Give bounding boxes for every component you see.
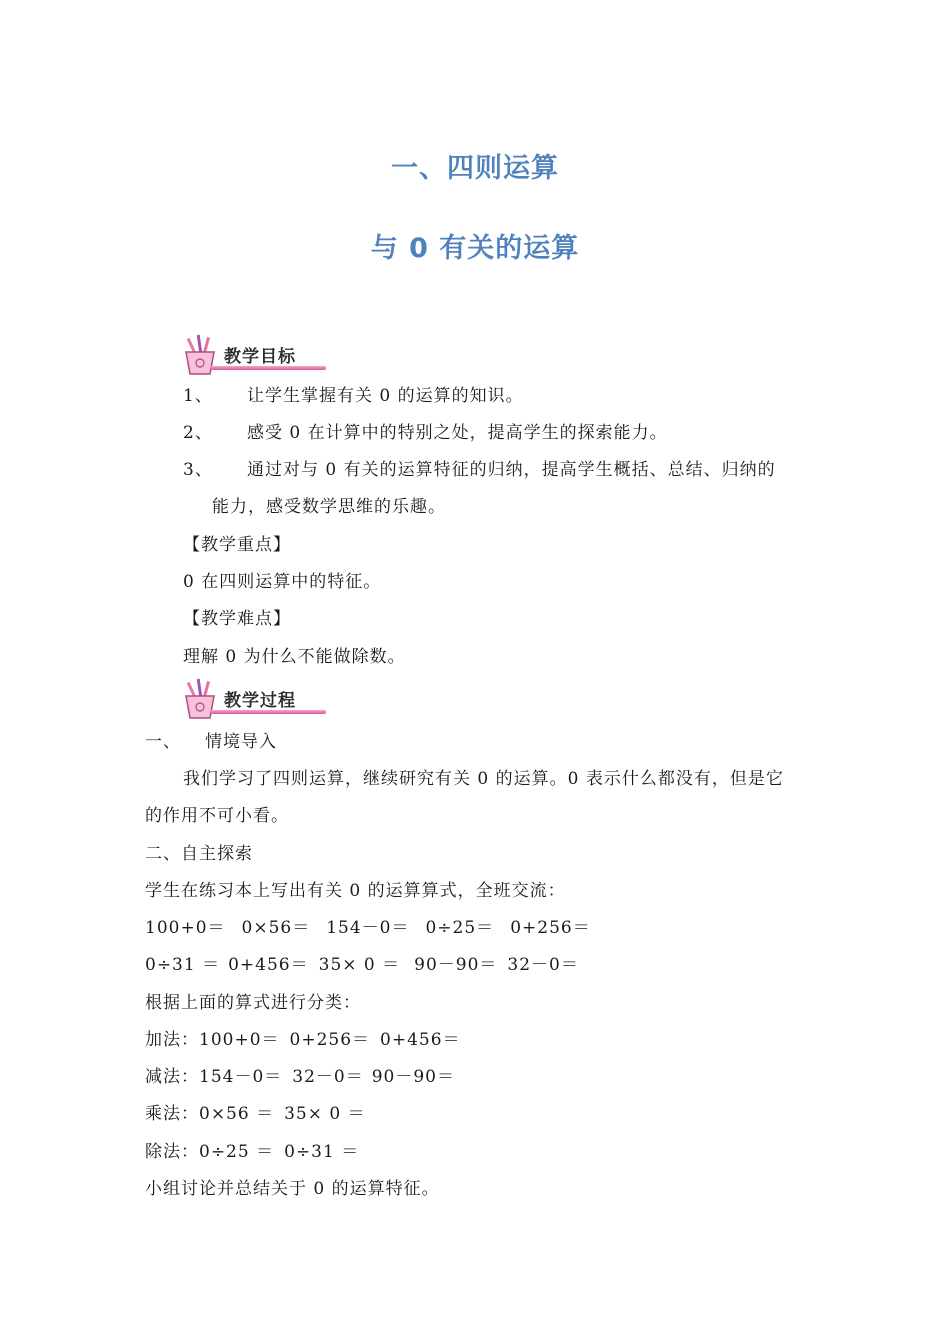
- key-point-label: 【教学重点】: [183, 535, 291, 555]
- key-point-text: 0 在四则运算中的特征。: [183, 572, 382, 592]
- task-line: 学生在练习本上写出有关 0 的运算算式，全班交流：: [145, 881, 566, 901]
- classify-line: 根据上面的算式进行分类：: [145, 993, 361, 1013]
- difficult-point-text: 理解 0 为什么不能做除数。: [183, 647, 406, 667]
- difficult-point-label: 【教学难点】: [183, 609, 291, 629]
- part1-heading: 一、 情境导入: [145, 732, 277, 752]
- subtraction-row: 减法：154－0＝ 32－0＝ 90－90＝: [145, 1067, 455, 1087]
- goals-badge: [180, 332, 330, 378]
- division-row: 除法：0÷25 ＝ 0÷31 ＝: [145, 1142, 360, 1162]
- part2-heading: 二、自主探索: [145, 844, 253, 864]
- goal-item-3: 3、 通过对与 0 有关的运算特征的归纳，提高学生概括、总结、归纳的: [183, 460, 776, 480]
- goal-item-1: 1、 让学生掌握有关 0 的运算的知识。: [183, 386, 524, 406]
- goal-item-2: 2、 感受 0 在计算中的特别之处，提高学生的探索能力。: [183, 423, 668, 443]
- main-title: 一、四则运算: [391, 153, 559, 184]
- goals-label: 教学目标: [224, 347, 296, 367]
- intro-line-2: 的作用不可小看。: [145, 806, 289, 826]
- goal-item-3-cont: 能力，感受数学思维的乐趣。: [212, 497, 446, 517]
- summary-line: 小组讨论并总结关于 0 的运算特征。: [145, 1179, 440, 1199]
- pencil-cup-icon: [180, 676, 224, 722]
- process-label: 教学过程: [224, 691, 296, 711]
- multiplication-row: 乘法：0×56 ＝ 35× 0 ＝: [145, 1104, 366, 1124]
- equation-row-1: 100+0＝ 0×56＝ 154－0＝ 0÷25＝ 0+256＝: [145, 918, 591, 938]
- pencil-cup-icon: [180, 332, 224, 378]
- process-badge: [180, 676, 330, 722]
- sub-title: 与 0 有关的运算: [370, 233, 580, 264]
- intro-line-1: 我们学习了四则运算，继续研究有关 0 的运算。0 表示什么都没有，但是它: [183, 769, 784, 789]
- addition-row: 加法：100+0＝ 0+256＝ 0+456＝: [145, 1030, 461, 1050]
- equation-row-2: 0÷31 ＝ 0+456＝ 35× 0 ＝ 90－90＝ 32－0＝: [145, 955, 579, 975]
